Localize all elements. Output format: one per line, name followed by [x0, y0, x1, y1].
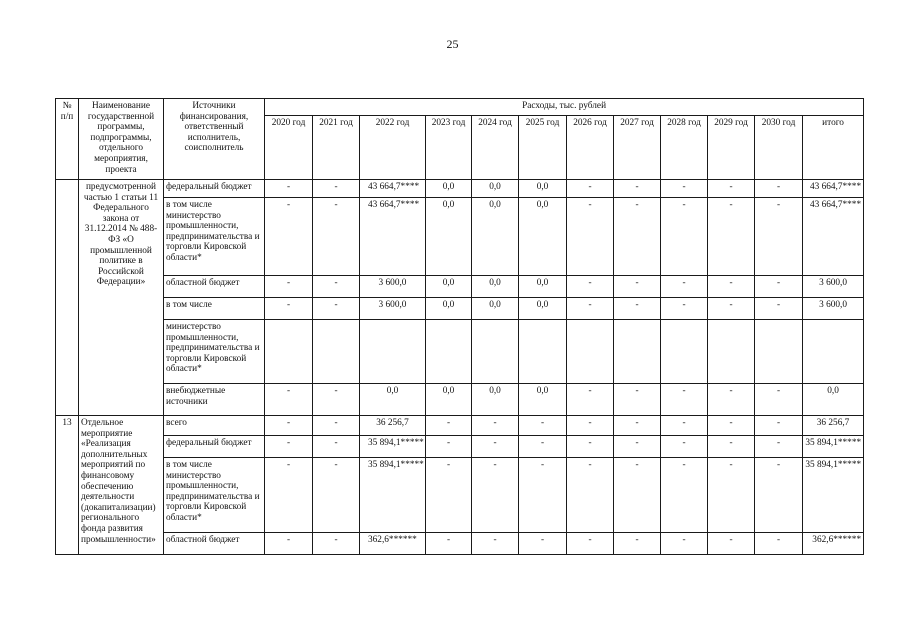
header-year-2021: 2021 год	[313, 116, 360, 180]
header-row-1	[56, 99, 864, 116]
value-cell: 0,0	[360, 384, 426, 416]
header-total: итого	[803, 116, 864, 180]
header-year-2028: 2028 год	[661, 116, 708, 180]
value-cell: -	[708, 384, 755, 416]
table-row	[56, 436, 864, 458]
value-cell: -	[567, 436, 614, 458]
table-row	[56, 458, 864, 533]
row-index	[56, 180, 79, 416]
table-row	[56, 416, 864, 436]
value-cell: -	[519, 436, 567, 458]
value-cell: -	[313, 458, 360, 533]
table-row	[56, 198, 864, 276]
value-cell: -	[708, 458, 755, 533]
page-number: 25	[446, 37, 459, 51]
value-cell: 0,0	[472, 198, 519, 276]
value-cell: -	[708, 180, 755, 198]
value-cell: -	[661, 384, 708, 416]
value-cell: -	[661, 276, 708, 298]
total-cell: 35 894,1*****	[803, 436, 864, 458]
value-cell	[661, 320, 708, 384]
value-cell: -	[567, 384, 614, 416]
value-cell: 0,0	[519, 276, 567, 298]
value-cell: -	[755, 458, 803, 533]
value-cell: -	[265, 436, 313, 458]
value-cell: -	[614, 180, 661, 198]
total-cell: 36 256,7	[803, 416, 864, 436]
funding-source: в том числе министерство промышленности, предпринимательства и торговли Кировской области*	[164, 198, 265, 276]
value-cell	[426, 320, 472, 384]
total-cell: 3 600,0	[803, 276, 864, 298]
value-cell: -	[313, 384, 360, 416]
value-cell: 0,0	[426, 384, 472, 416]
table-row	[56, 298, 864, 320]
value-cell: 43 664,7****	[360, 198, 426, 276]
value-cell: -	[614, 416, 661, 436]
header-year-2024: 2024 год	[472, 116, 519, 180]
value-cell: -	[755, 276, 803, 298]
total-cell: 43 664,7****	[803, 180, 864, 198]
value-cell: -	[614, 198, 661, 276]
value-cell: 0,0	[426, 276, 472, 298]
value-cell: -	[472, 533, 519, 555]
value-cell: -	[265, 533, 313, 555]
header-year-2020: 2020 год	[265, 116, 313, 180]
value-cell: -	[313, 198, 360, 276]
total-cell: 3 600,0	[803, 298, 864, 320]
value-cell: -	[708, 198, 755, 276]
value-cell: 0,0	[472, 180, 519, 198]
value-cell: -	[426, 416, 472, 436]
funding-source: в том числе министерство промышленности, предпринимательства и торговли Кировской области*	[164, 458, 265, 533]
value-cell: -	[265, 384, 313, 416]
header-year-2023: 2023 год	[426, 116, 472, 180]
value-cell: 0,0	[519, 298, 567, 320]
value-cell: 0,0	[472, 384, 519, 416]
table-row	[56, 533, 864, 555]
table-row	[56, 276, 864, 298]
value-cell: -	[614, 384, 661, 416]
header-name: Наименование государственной программы, подпрограммы, отдельного мероприятия, проекта	[79, 99, 164, 180]
value-cell: -	[661, 533, 708, 555]
funding-source: в том числе	[164, 298, 265, 320]
value-cell: -	[708, 276, 755, 298]
value-cell: -	[708, 533, 755, 555]
value-cell	[360, 320, 426, 384]
table-row	[56, 180, 864, 198]
header-year-2030: 2030 год	[755, 116, 803, 180]
value-cell: -	[661, 436, 708, 458]
value-cell: -	[567, 276, 614, 298]
budget-table	[55, 98, 864, 555]
value-cell: -	[313, 416, 360, 436]
value-cell: -	[567, 416, 614, 436]
header-year-2029: 2029 год	[708, 116, 755, 180]
value-cell: -	[567, 458, 614, 533]
value-cell: 0,0	[519, 180, 567, 198]
value-cell: -	[567, 533, 614, 555]
value-cell: -	[614, 533, 661, 555]
table-row	[56, 384, 864, 416]
value-cell: -	[313, 180, 360, 198]
value-cell	[755, 320, 803, 384]
value-cell: 0,0	[426, 198, 472, 276]
value-cell: -	[472, 436, 519, 458]
value-cell: -	[661, 198, 708, 276]
header-year-2027: 2027 год	[614, 116, 661, 180]
value-cell: -	[265, 298, 313, 320]
funding-source: федеральный бюджет	[164, 180, 265, 198]
value-cell: -	[661, 458, 708, 533]
header-year-2026: 2026 год	[567, 116, 614, 180]
value-cell: -	[614, 458, 661, 533]
funding-source: министерство промышленности, предпринимательства и торговли Кировской области*	[164, 320, 265, 384]
value-cell: -	[661, 180, 708, 198]
value-cell: -	[755, 298, 803, 320]
value-cell: -	[265, 458, 313, 533]
value-cell: -	[614, 298, 661, 320]
value-cell: -	[614, 436, 661, 458]
total-cell	[803, 320, 864, 384]
value-cell	[265, 320, 313, 384]
header-expenses: Расходы, тыс. рублей	[265, 99, 864, 116]
value-cell: -	[426, 458, 472, 533]
value-cell: -	[755, 533, 803, 555]
value-cell: -	[708, 298, 755, 320]
value-cell: -	[519, 416, 567, 436]
value-cell: 362,6******	[360, 533, 426, 555]
value-cell: -	[472, 416, 519, 436]
measure-name: предусмотренной частью 1 статьи 11 Федерального закона от 31.12.2014 № 488-ФЗ «О промышленной политике в Российской Федерации»	[79, 180, 164, 416]
value-cell: -	[708, 436, 755, 458]
value-cell: 43 664,7****	[360, 180, 426, 198]
header-year-2025: 2025 год	[519, 116, 567, 180]
value-cell	[614, 320, 661, 384]
value-cell: -	[313, 533, 360, 555]
value-cell: -	[265, 180, 313, 198]
value-cell: 3 600,0	[360, 298, 426, 320]
value-cell: -	[265, 198, 313, 276]
total-cell: 362,6******	[803, 533, 864, 555]
value-cell: 35 894,1*****	[360, 436, 426, 458]
value-cell: -	[708, 416, 755, 436]
value-cell: -	[472, 458, 519, 533]
value-cell	[472, 320, 519, 384]
value-cell: -	[519, 458, 567, 533]
value-cell: -	[519, 533, 567, 555]
value-cell: -	[614, 276, 661, 298]
value-cell: -	[755, 416, 803, 436]
value-cell: -	[313, 298, 360, 320]
value-cell: 0,0	[426, 180, 472, 198]
value-cell: -	[567, 180, 614, 198]
total-cell: 35 894,1*****	[803, 458, 864, 533]
funding-source: всего	[164, 416, 265, 436]
value-cell: -	[567, 198, 614, 276]
value-cell: -	[755, 198, 803, 276]
value-cell: 0,0	[472, 298, 519, 320]
value-cell	[708, 320, 755, 384]
funding-source: федеральный бюджет	[164, 436, 265, 458]
funding-source: областной бюджет	[164, 276, 265, 298]
value-cell: -	[661, 416, 708, 436]
table-row	[56, 320, 864, 384]
value-cell: 0,0	[472, 276, 519, 298]
value-cell: 35 894,1*****	[360, 458, 426, 533]
table-body	[56, 180, 864, 555]
value-cell: 0,0	[519, 198, 567, 276]
value-cell: 36 256,7	[360, 416, 426, 436]
total-cell: 0,0	[803, 384, 864, 416]
value-cell: -	[755, 180, 803, 198]
funding-source: внебюджетные источники	[164, 384, 265, 416]
value-cell: -	[567, 298, 614, 320]
value-cell	[567, 320, 614, 384]
value-cell: 0,0	[426, 298, 472, 320]
value-cell: -	[755, 384, 803, 416]
value-cell: -	[265, 416, 313, 436]
value-cell: -	[313, 436, 360, 458]
header-index: № п/п	[56, 99, 79, 180]
measure-name: Отдельное мероприятие «Реализация дополнительных мероприятий по финансовому обеспечению деятельности (докапитализации) регионального фонда развития промышленности»	[79, 416, 164, 555]
total-cell: 43 664,7****	[803, 198, 864, 276]
value-cell	[313, 320, 360, 384]
value-cell: -	[426, 436, 472, 458]
value-cell: 0,0	[519, 384, 567, 416]
value-cell: -	[265, 276, 313, 298]
value-cell	[519, 320, 567, 384]
value-cell: -	[426, 533, 472, 555]
header-source: Источники финансирования, ответственный исполнитель, соисполнитель	[164, 99, 265, 180]
value-cell: 3 600,0	[360, 276, 426, 298]
value-cell: -	[313, 276, 360, 298]
row-index: 13	[56, 416, 79, 555]
header-year-2022: 2022 год	[360, 116, 426, 180]
value-cell: -	[661, 298, 708, 320]
value-cell: -	[755, 436, 803, 458]
funding-source: областной бюджет	[164, 533, 265, 555]
